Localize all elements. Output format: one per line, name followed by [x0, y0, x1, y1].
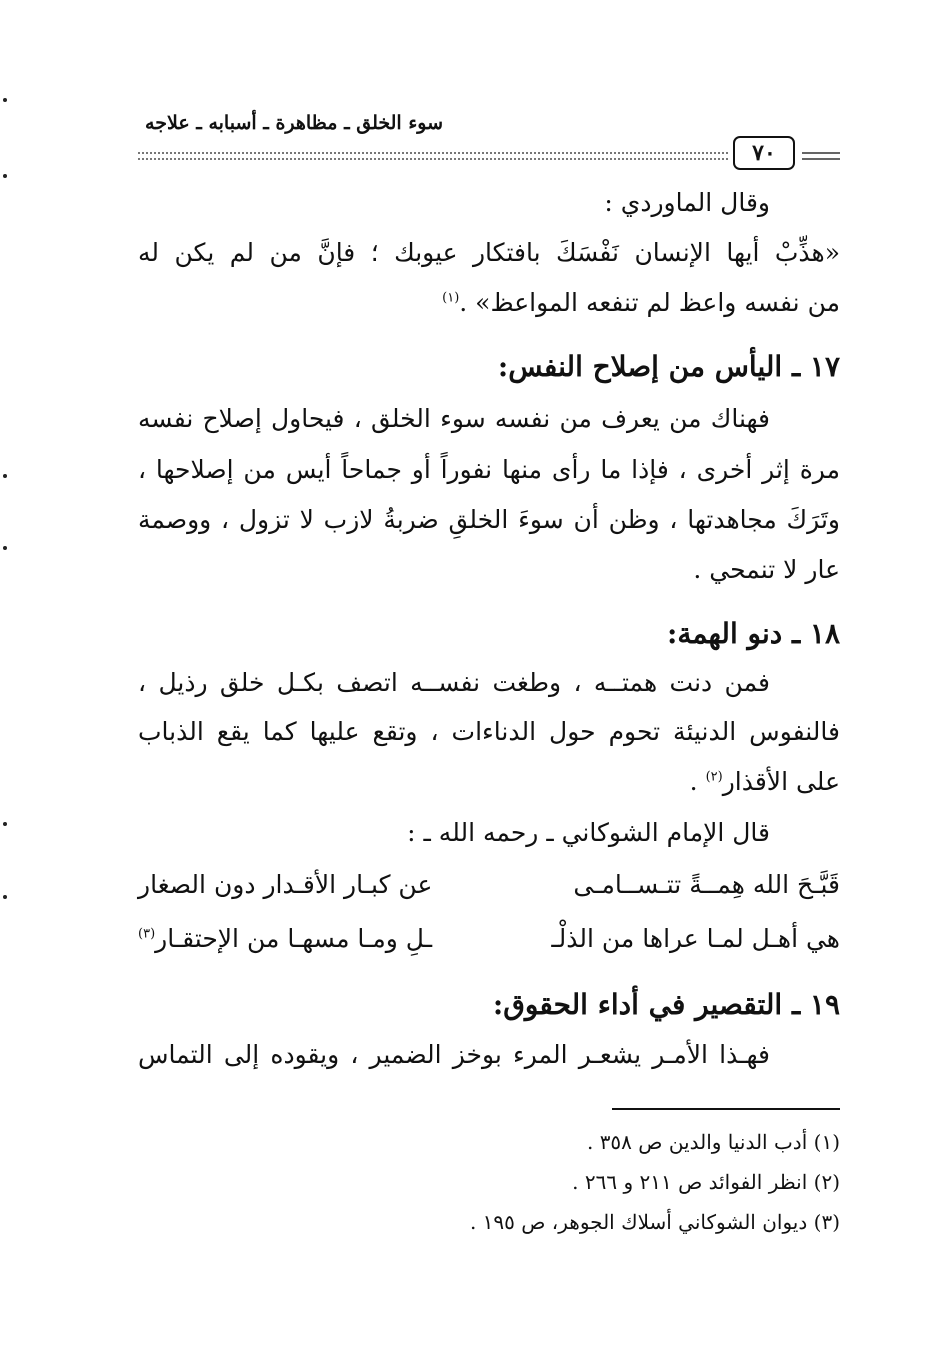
verse-hemistich-second: عن كبـار الأقـدار دون الصغار — [138, 870, 433, 899]
footnote — [587, 1130, 840, 1154]
section-heading-17: ١٧ ـ اليأس من إصلاح النفس: — [497, 350, 840, 383]
footnote-number: (١) — [813, 1130, 840, 1154]
text-line: قال الإمام الشوكاني ـ رحمه الله ـ : — [407, 818, 770, 847]
footnote-number: (٣) — [813, 1210, 840, 1234]
footnote-ref: (٢) — [705, 769, 723, 785]
scan-mark — [3, 822, 7, 826]
verse-hemistich-second-text: ـلِ ومـا مسهـا من الإحتقـار — [155, 924, 433, 953]
section-heading-19: ١٩ ـ التقصير في أداء الحقوق: — [492, 988, 840, 1021]
footnote-separator — [612, 1108, 840, 1110]
footnote — [470, 1210, 840, 1234]
text-line: فالنفوس الدنيئة تحوم حول الدناءات ، وتقع عليها كما يقع الذباب — [138, 717, 840, 746]
text-line: فهناك من يعرف من نفسه سوء الخلق ، فيحاول إصلاح نفسه — [138, 404, 770, 433]
scan-mark — [3, 174, 7, 178]
text-line: فمن دنت همتــه ، وطغت نفســه اتصف بكـل خلق رذيل ، — [138, 668, 770, 697]
verse-hemistich-first: قَبَّـحَ الله هِمــةً تتـســامـى — [573, 870, 840, 899]
footnote-number: (٢) — [813, 1170, 840, 1194]
footnote — [572, 1170, 840, 1194]
scan-mark — [3, 98, 7, 102]
running-title: سوء الخلق ـ مظاهرة ـ أسبابه ـ علاجه — [145, 112, 443, 134]
text-line: مرة إثر أخرى ، فإذا ما رأى منها نفوراً أو جماحاً أيس من إصلاحها ، — [138, 455, 840, 484]
text-line — [442, 288, 840, 317]
scan-mark — [3, 474, 7, 478]
header-rule — [138, 152, 728, 160]
text-line: وتَرَكَ مجاهدتها ، وظن أن سوءَ الخلقِ ضربةُ لازب لا تزول ، ووصمة — [138, 505, 840, 534]
text-line-content: على الأقذار — [722, 767, 840, 796]
header-rule-short — [802, 152, 840, 160]
text-line: «هذِّبْ أيها الإنسان نَفْسَكَ بافتكار عيوبك ؛ فإنَّ من لم يكن له — [138, 238, 840, 267]
scan-mark — [3, 546, 7, 550]
verse-hemistich-second — [138, 924, 432, 953]
footnote-text: أدب الدنيا والدين ص ٣٥٨ . — [586, 1130, 808, 1154]
text-line: على الأقذار$^{(٢)}$ . — [689, 767, 840, 796]
footnote-ref: (٣) — [138, 926, 156, 942]
footnote-text: انظر الفوائد ص ٢١١ و ٢٦٦ . — [572, 1170, 808, 1194]
text-line: وقال الماوردي : — [604, 188, 770, 217]
text-line: عار لا تنمحي . — [693, 555, 840, 584]
footnote-ref: (١) — [442, 290, 460, 306]
section-heading-18: ١٨ ـ دنو الهمة: — [666, 617, 840, 650]
scan-mark — [3, 895, 7, 899]
verse-hemistich-first: هي أهـل لمـا عراها من الذلْـ — [551, 924, 840, 953]
footnote-text: ديوان الشوكاني أسلاك الجوهر، ص ١٩٥ . — [469, 1210, 808, 1234]
text-line-content: من نفسه واعظ لم تنفعه المواعظ» . — [459, 288, 840, 317]
text-line: فهـذا الأمـر يشعـر المرء بوخز الضمير ، ويقوده إلى التماس — [138, 1040, 770, 1069]
page-number: ٧٠ — [733, 136, 795, 170]
